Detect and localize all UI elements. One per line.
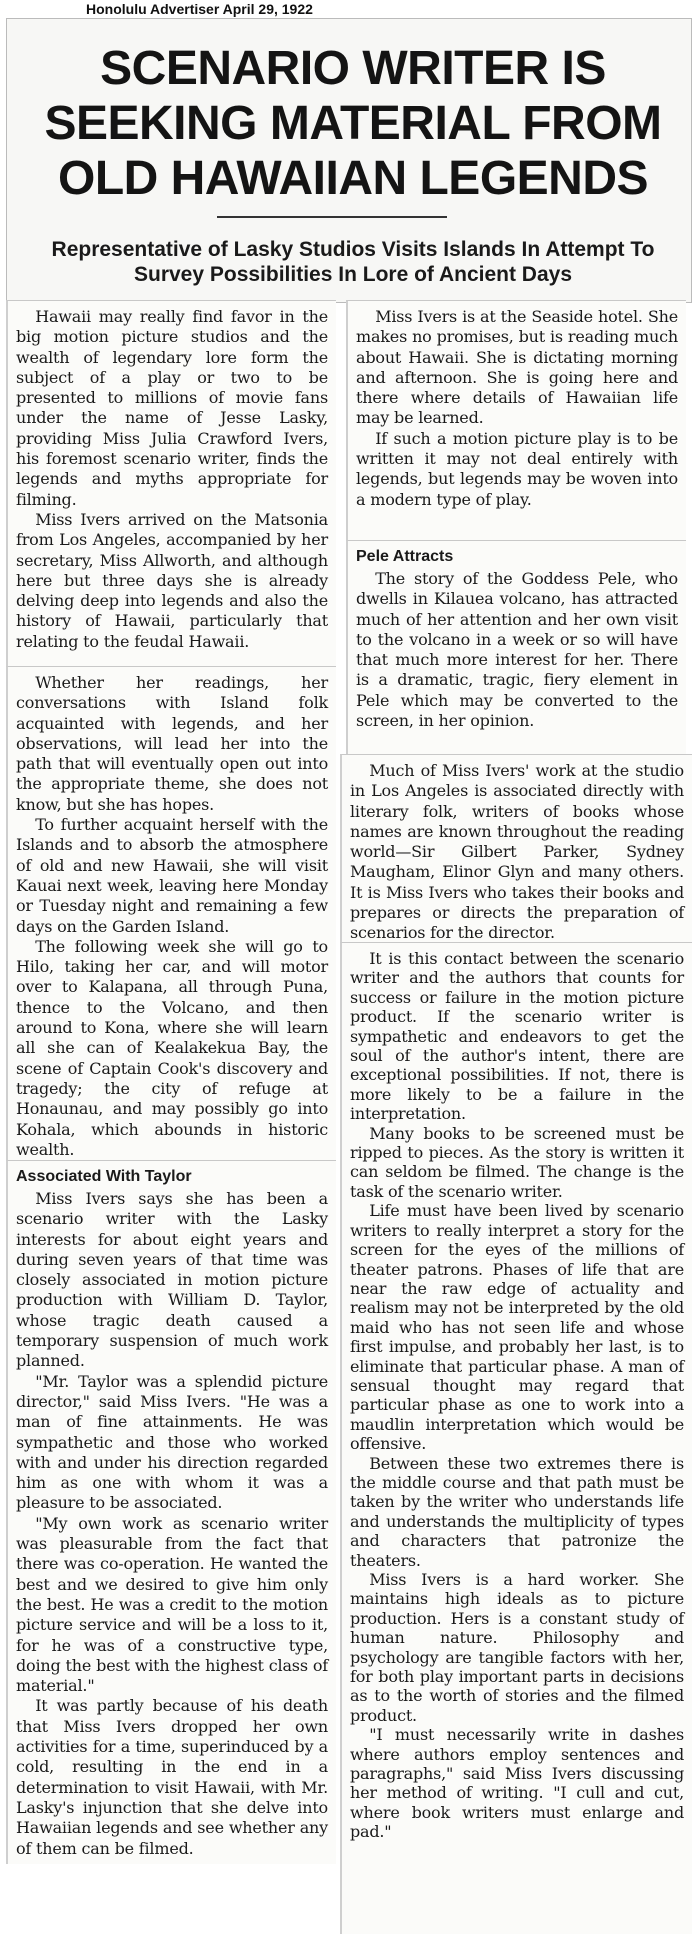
paragraph: Life must have been lived by scenario writers to really interpret a story for the screen for the eyes of the millions of theater patrons. Phases of life that are near the raw edge of actuality and realism may not be interpreted by the old maid who has not seen life and whose first impulse, and probably her last, is to eliminate that particular phase. A man of sensual thought may regard that particular phase as one to work into a maudlin interpretation which would be offensive. — [350, 1201, 684, 1454]
paragraph: Hawaii may really find favor in the big motion picture studios and the wealth of legendary lore form the subject of a play or two to be presented to millions of movie fans under the name of Jesse Lasky, providing Miss Julia Crawford Ivers, his foremost scenario writer, finds the legends and myths appropriate for filming. — [16, 307, 328, 509]
headline-rule — [217, 216, 447, 218]
paragraph: Miss Ivers is a hard worker. She maintains high ideals as to picture production. Hers is a constant study of human nature. Philosophy and psychology are tangible factors with her, for both play important parts in decisions as to the worth of stories and the filmed product. — [350, 1570, 684, 1725]
headline-block — [6, 18, 692, 303]
paragraph: To further acquaint herself with the Islands and to absorb the atmosphere of old and new Hawaii, she will visit Kauai next week, leaving here Monday or Tuesday night and remaining a few days on the Garden Island. — [16, 815, 328, 936]
paragraph: Miss Ivers is at the Seaside hotel. She makes no promises, but is reading much about Hawaii. She is dictating morning and afternoon. She is going here and there where details of Hawaiian life may be learned. — [356, 307, 678, 428]
paragraph: It is this contact between the scenario writer and the authors that counts for success or failure in the motion picture product. If the scenario writer is sympathetic and endeavors to get the soul of the author's intent, there are exceptional possibilities. If not, there is more likely to be a failure in the interpretation. — [350, 949, 684, 1124]
deck-subheadline: Representative of Lasky Studios Visits Islands In Attempt To Survey Possibilities In Lore of Ancient Days — [51, 238, 655, 286]
paragraph: "Mr. Taylor was a splendid picture director," said Miss Ivers. "He was a man of fine attainments. He was sympathetic and those who worked with and under his direction regarded him as one with whom it was a pleasure to be associated. — [16, 1371, 328, 1513]
section-subhead: Associated With Taylor — [16, 1168, 192, 1185]
paragraph: Many books to be screened must be ripped to pieces. As the story is written it can seldom be filmed. The change is the task of the scenario writer. — [350, 1123, 684, 1201]
paragraph: It was partly because of his death that Miss Ivers dropped her own activities for a time, superinduced by a cold, resulting in the end in a determination to visit Hawaii, with Mr. Lasky's injunction that she delve into Hawaiian legends and see whether any of them can be filmed. — [16, 1696, 328, 1858]
headline: SCENARIO WRITER IS SEEKING MATERIAL FROM OLD HAWAIIAN LEGENDS — [44, 42, 662, 205]
paragraph: Much of Miss Ivers' work at the studio in Los Angeles is associated directly with literary folk, writers of books whose names are known throughout the reading world—Sir Gilbert Parker, Sydney Maugham, Elinor Glyn and many others. It is Miss Ivers who takes their books and prepares or directs the preparation of scenarios for the director. — [350, 761, 684, 943]
column-segment-6 — [340, 754, 692, 942]
column-segment-3 — [6, 1160, 336, 1864]
column-segment-1 — [6, 300, 336, 666]
paragraph: "My own work as scenario writer was pleasurable from the fact that there was co-operation. He wanted the best and we desired to give him only the best. He was a credit to the motion picture service and will be a loss to it, for he was of a constructive type, doing the best with the highest class of material." — [16, 1513, 328, 1696]
section-subhead: Pele Attracts — [356, 548, 454, 565]
paragraph: Whether her readings, her conversations with Island folk acquainted with legends, and her observations, will lead her into the path that will eventually open out into the appropriate theme, she does not know, but she has hopes. — [16, 673, 328, 814]
paragraph: The following week she will go to Hilo, taking her car, and will motor over to Kalapana, all through Puna, thence to the Volcano, and then around to Kona, where she will learn all she can of Kealakekua Bay, the scene of Captain Cook's discovery and tragedy; the city of refuge at Honaunau, and may possibly go into Kohala, which abounds in historic wealth. — [16, 936, 328, 1159]
source-line: Honolulu Advertiser April 29, 1922 — [86, 1, 313, 17]
paragraph: Miss Ivers arrived on the Matsonia from Los Angeles, accompanied by her secretary, Miss Allworth, and although here but three days she is already delving deep into legends and also the history of Hawaii, particularly that relating to the feudal Hawaii. — [16, 509, 328, 651]
paragraph: Miss Ivers says she has been a scenario writer with the Lasky interests for about eight years and during seven years of that time was closely associated in motion picture production with William D. Taylor, whose tragic death caused a temporary suspension of much work planned. — [16, 1189, 328, 1371]
paragraph: "I must necessarily write in dashes where authors employ sentences and paragraphs," said Miss Ivers discussing her method of writing. "I cull and cut, where book writers must enlarge and pad." — [350, 1725, 684, 1842]
paragraph: Between these two extremes there is the middle course and that path must be taken by the writer who understands life and understands the multiplicity of types and characters that patronize the theaters. — [350, 1453, 684, 1570]
paragraph: If such a motion picture play is to be written it may not deal entirely with legends, but legends may be woven into a modern type of play. — [356, 428, 678, 509]
column-segment-5 — [346, 540, 686, 754]
column-segment-4 — [346, 300, 686, 540]
column-segment-2 — [6, 666, 336, 1160]
paragraph: The story of the Goddess Pele, who dwells in Kilauea volcano, has attracted much of her attention and her own visit to the volcano in a week or so will have that much more interest for her. There is a dramatic, tragic, fiery element in Pele which may be converted to the screen, in her opinion. — [356, 569, 678, 731]
column-segment-7 — [340, 942, 692, 1934]
